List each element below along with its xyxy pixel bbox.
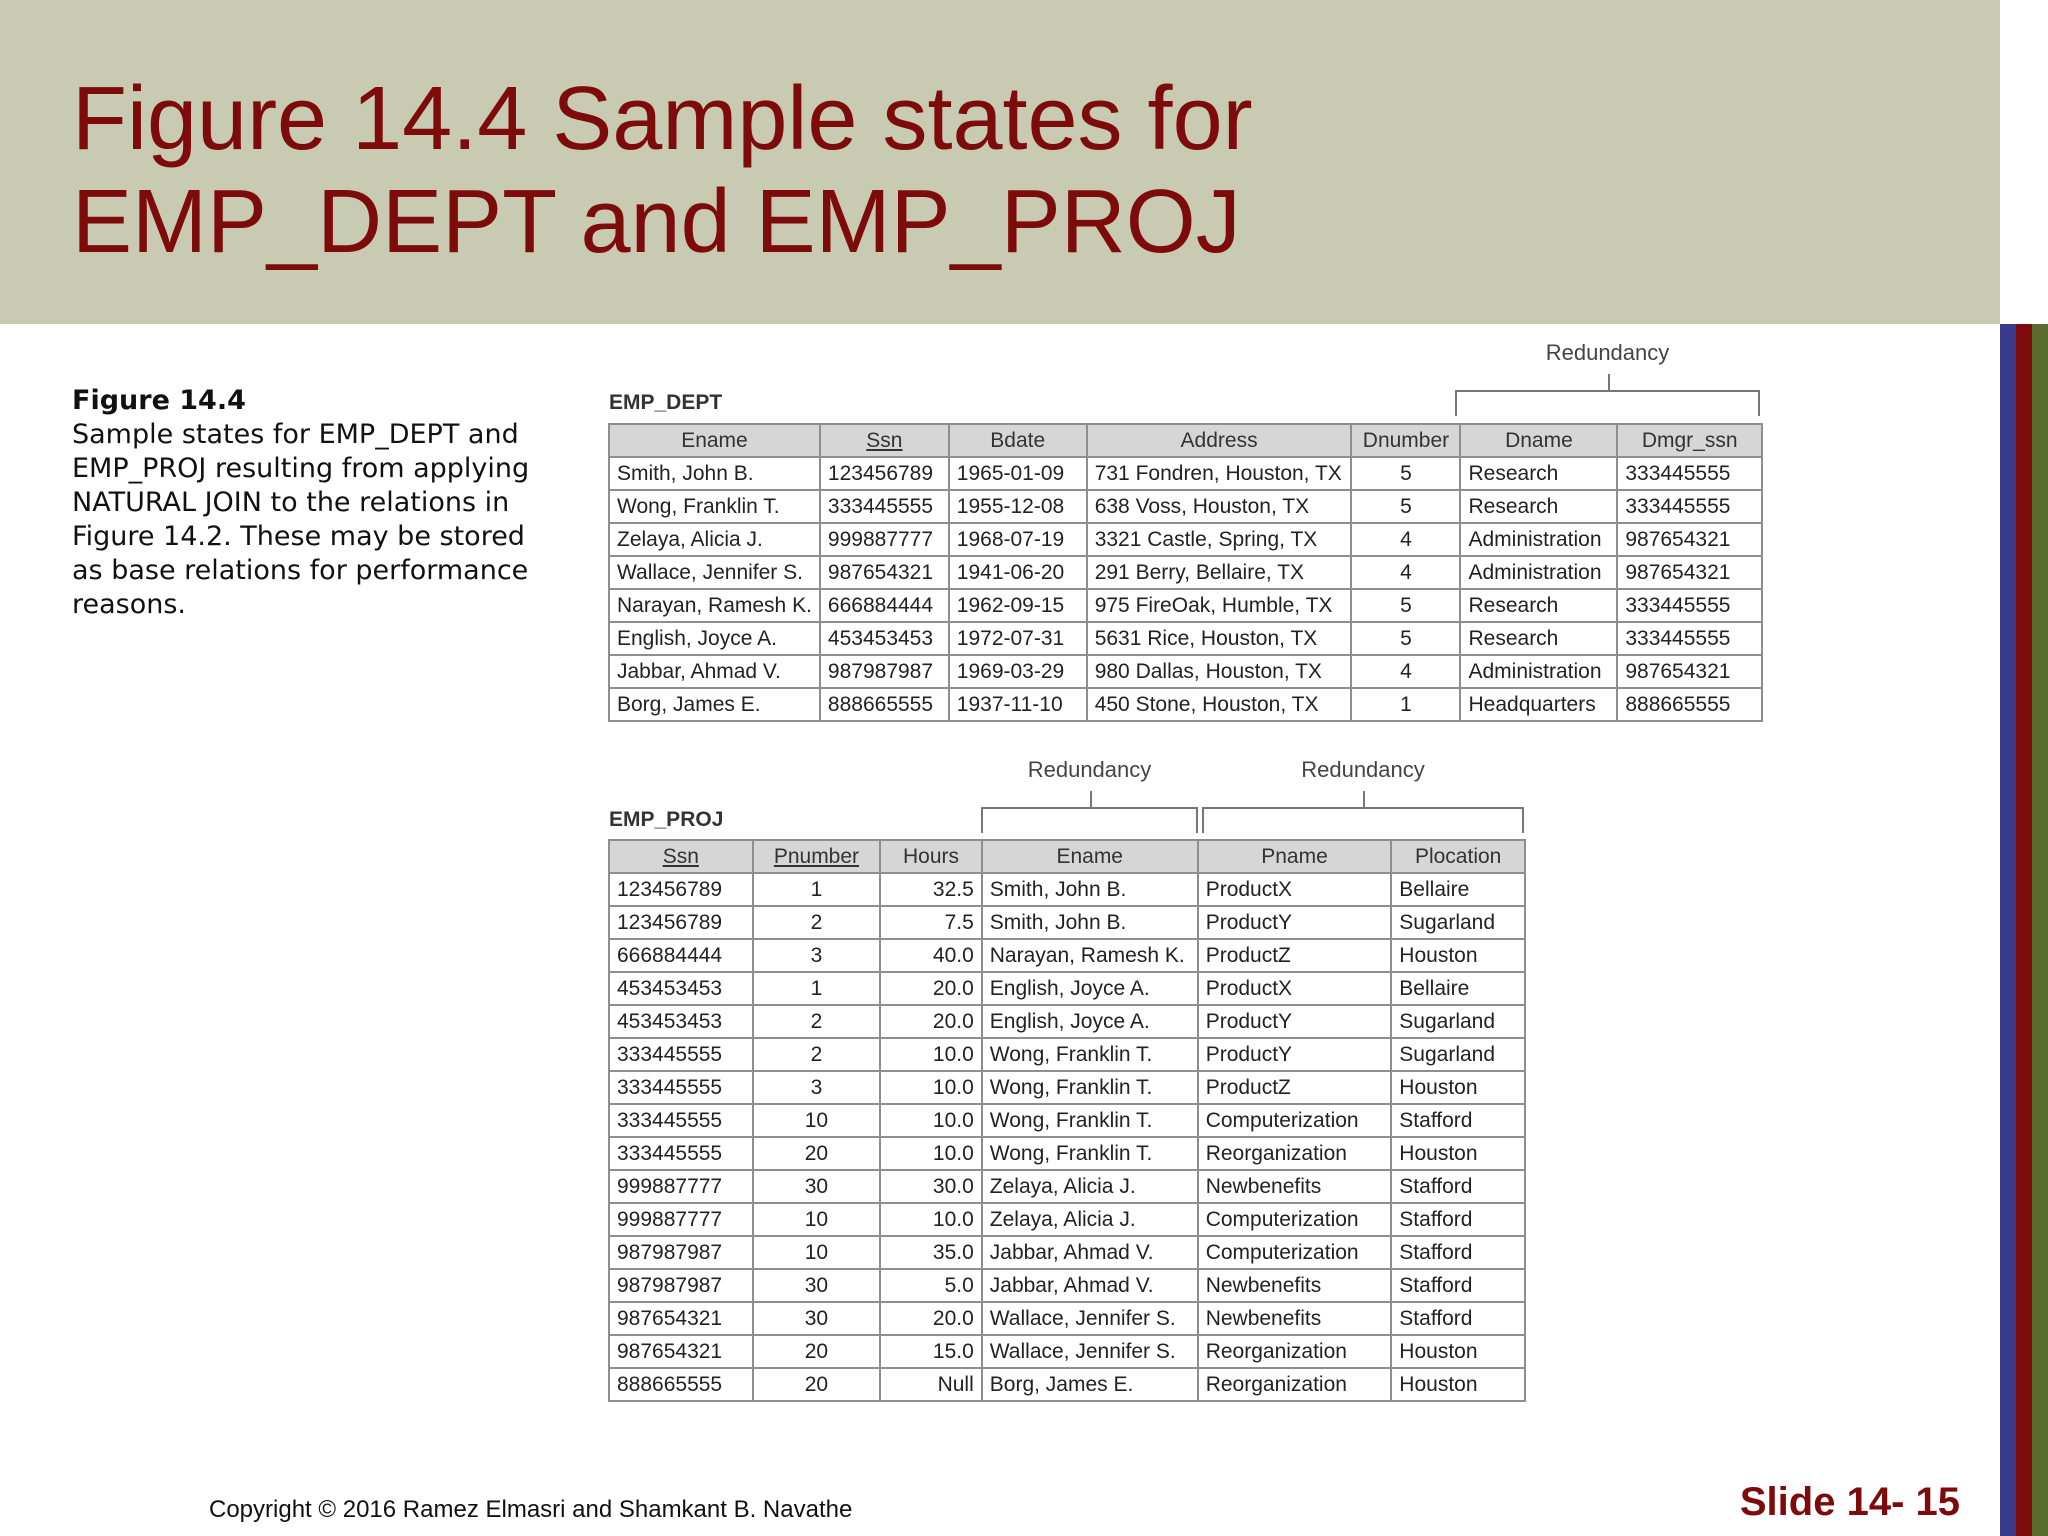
emp-proj-table-cell: Stafford (1391, 1269, 1525, 1302)
emp-proj-table-cell: ProductY (1198, 906, 1392, 939)
emp-dept-col-header-label: Ename (681, 429, 748, 452)
emp-dept-table-cell: Research (1460, 622, 1617, 655)
emp-proj-table-cell: Wong, Franklin T. (982, 1071, 1198, 1104)
emp-dept-col-header-label: Ssn (866, 429, 903, 452)
emp-proj-table-row (609, 1236, 1525, 1269)
emp-proj-table-cell: Jabbar, Ahmad V. (982, 1236, 1198, 1269)
emp-proj-table-cell: 40.0 (880, 939, 982, 972)
emp-dept-table-cell: 1969-03-29 (949, 655, 1087, 688)
emp-dept-col-header (1460, 424, 1617, 457)
caption-body: Sample states for EMP_DEPT and EMP_PROJ resulting from applying NATURAL JOIN to the relations in Figure 14.2. These may be stored as base relations for performance reasons. (72, 419, 530, 620)
emp-dept-header-row (609, 424, 1762, 457)
emp-dept-table-cell: 731 Fondren, Houston, TX (1087, 457, 1352, 490)
bracket-line (1455, 390, 1760, 416)
emp-proj-col-header (982, 840, 1198, 873)
emp-dept-table-cell: 987987987 (820, 655, 949, 688)
emp-proj-table-cell: 333445555 (609, 1038, 753, 1071)
emp-proj-table-cell: Reorganization (1198, 1335, 1392, 1368)
emp-proj-table-cell: 10.0 (880, 1071, 982, 1104)
emp-proj-table-cell: ProductZ (1198, 1071, 1392, 1104)
emp-dept-col-header (609, 424, 820, 457)
emp-proj-table-cell: Null (880, 1368, 982, 1401)
emp-proj-col-header-label: Ename (1056, 845, 1123, 868)
emp-dept-table-cell: 333445555 (1617, 490, 1762, 523)
emp-proj-table-cell: 987654321 (609, 1335, 753, 1368)
emp-dept-table-row (609, 490, 1762, 523)
emp-proj-table-cell: Computerization (1198, 1236, 1392, 1269)
emp-proj-table-cell: Wong, Franklin T. (982, 1104, 1198, 1137)
emp-proj-table-cell: Jabbar, Ahmad V. (982, 1269, 1198, 1302)
emp-dept-table-cell: 5631 Rice, Houston, TX (1087, 622, 1352, 655)
emp-proj-col-header-label: Pnumber (773, 845, 860, 868)
emp-proj-table-cell: 30.0 (880, 1170, 982, 1203)
emp-proj-table-cell: Stafford (1391, 1203, 1525, 1236)
emp-dept-col-header (1087, 424, 1352, 457)
redundancy-label: Redundancy (1301, 757, 1425, 782)
emp-dept-table-cell: 666884444 (820, 589, 949, 622)
emp-proj-table-cell: Bellaire (1391, 873, 1525, 906)
emp-proj-table-cell: 3 (753, 1071, 881, 1104)
emp-proj-table-cell: 30 (753, 1269, 881, 1302)
emp-proj-table-cell: 30 (753, 1302, 881, 1335)
emp-proj-col-header (609, 840, 753, 873)
emp-proj-table-row (609, 1368, 1525, 1401)
emp-proj-table-cell: Smith, John B. (982, 906, 1198, 939)
emp-dept-table-cell: 638 Voss, Houston, TX (1087, 490, 1352, 523)
emp-proj-table-cell: ProductX (1198, 972, 1392, 1005)
stripe-red (2016, 324, 2032, 1536)
emp-dept-table-cell: 5 (1351, 622, 1460, 655)
emp-proj-table-row (609, 1137, 1525, 1170)
emp-dept-table (608, 423, 1763, 722)
emp-proj-table-cell: English, Joyce A. (982, 972, 1198, 1005)
emp-proj-table-cell: 333445555 (609, 1071, 753, 1104)
emp-proj-table-cell: 10 (753, 1236, 881, 1269)
emp-proj-table-cell: 15.0 (880, 1335, 982, 1368)
emp-proj-table-cell: Wong, Franklin T. (982, 1137, 1198, 1170)
emp-proj-table-cell: Sugarland (1391, 906, 1525, 939)
emp-dept-table-cell: 453453453 (820, 622, 949, 655)
emp-proj-table-cell: Stafford (1391, 1104, 1525, 1137)
slide-title (72, 68, 1253, 274)
emp-dept-table-cell: Research (1460, 589, 1617, 622)
emp-proj-table-cell: 10 (753, 1104, 881, 1137)
redundancy-label: Redundancy (1027, 757, 1152, 782)
emp-dept-table-cell: 291 Berry, Bellaire, TX (1087, 556, 1352, 589)
emp-proj-table-cell: 10.0 (880, 1104, 982, 1137)
emp-dept-table-cell: 450 Stone, Houston, TX (1087, 688, 1352, 721)
emp-dept-table-cell: 1955-12-08 (949, 490, 1087, 523)
emp-proj-col-header-label: Plocation (1414, 845, 1502, 868)
emp-dept-table-cell: 987654321 (820, 556, 949, 589)
emp-proj-table-cell: 987987987 (609, 1269, 753, 1302)
emp-proj-table-cell: Narayan, Ramesh K. (982, 939, 1198, 972)
emp-proj-col-header (753, 840, 881, 873)
emp-proj-table-cell: Wallace, Jennifer S. (982, 1302, 1198, 1335)
emp-proj-table-cell: Houston (1391, 1071, 1525, 1104)
emp-proj-table-cell: Houston (1391, 1335, 1525, 1368)
emp-dept-col-header-label: Dname (1505, 429, 1573, 452)
emp-dept-table-cell: 3321 Castle, Spring, TX (1087, 523, 1352, 556)
emp-proj-table-cell: Stafford (1391, 1302, 1525, 1335)
emp-proj-table-row (609, 1269, 1525, 1302)
emp-proj-table-cell: 20.0 (880, 1302, 982, 1335)
emp-proj-table-cell: Wallace, Jennifer S. (982, 1335, 1198, 1368)
emp-proj-table-row (609, 873, 1525, 906)
emp-proj-table-cell: 30 (753, 1170, 881, 1203)
emp-proj-table-cell: 987654321 (609, 1302, 753, 1335)
decorative-side-stripes (2000, 324, 2048, 1536)
emp-dept-table-cell: 999887777 (820, 523, 949, 556)
emp-dept-table-cell: 5 (1351, 589, 1460, 622)
emp-proj-col-header-label: Pname (1261, 845, 1328, 868)
emp-proj-table-cell: Newbenefits (1198, 1302, 1392, 1335)
emp-dept-table-cell: 987654321 (1617, 523, 1762, 556)
emp-proj-table-cell: Houston (1391, 1137, 1525, 1170)
emp-dept-table-cell: 987654321 (1617, 556, 1762, 589)
emp-dept-label: EMP_DEPT (609, 391, 723, 414)
emp-proj-table-row (609, 1335, 1525, 1368)
emp-dept-table-cell: 4 (1351, 655, 1460, 688)
emp-dept-table-cell: Research (1460, 490, 1617, 523)
emp-proj-table-cell: 453453453 (609, 1005, 753, 1038)
emp-proj-table-cell: 20.0 (880, 972, 982, 1005)
bracket-line (981, 807, 1198, 833)
emp-proj-table-cell: 2 (753, 1005, 881, 1038)
emp-dept-table-row (609, 688, 1762, 721)
emp-proj-table-row (609, 939, 1525, 972)
emp-proj-redundancy-bracket-2 (1202, 757, 1524, 837)
emp-proj-table-cell: 888665555 (609, 1368, 753, 1401)
emp-dept-table-cell: 1968-07-19 (949, 523, 1087, 556)
emp-proj-col-header-label: Ssn (662, 845, 699, 868)
emp-proj-table-row (609, 1005, 1525, 1038)
emp-dept-table-cell: 333445555 (1617, 589, 1762, 622)
emp-proj-col-header-label: Hours (902, 845, 960, 868)
emp-proj-table-cell: 10 (753, 1203, 881, 1236)
caption-heading: Figure 14.4 (72, 385, 246, 416)
emp-dept-table-row (609, 556, 1762, 589)
emp-proj-table-cell: ProductX (1198, 873, 1392, 906)
emp-proj-table-cell: 20 (753, 1368, 881, 1401)
emp-dept-table-cell: Research (1460, 457, 1617, 490)
bracket-stem (1090, 791, 1092, 807)
emp-dept-table-cell: Jabbar, Ahmad V. (609, 655, 820, 688)
emp-dept-table-cell: 123456789 (820, 457, 949, 490)
emp-proj-table-cell: 3 (753, 939, 881, 972)
emp-dept-table-cell: 888665555 (820, 688, 949, 721)
emp-dept-table-row (609, 589, 1762, 622)
emp-dept-table-cell: Administration (1460, 523, 1617, 556)
emp-dept-table-cell: 333445555 (1617, 457, 1762, 490)
emp-dept-table-cell: Wong, Franklin T. (609, 490, 820, 523)
bracket-line (1202, 807, 1524, 833)
emp-proj-table-row (609, 1104, 1525, 1137)
emp-proj-table-cell: ProductY (1198, 1038, 1392, 1071)
emp-dept-table-cell: 1965-01-09 (949, 457, 1087, 490)
emp-proj-table-cell: Stafford (1391, 1170, 1525, 1203)
bracket-stem (1363, 791, 1365, 807)
emp-dept-table-cell: Borg, James E. (609, 688, 820, 721)
emp-proj-table-row (609, 1170, 1525, 1203)
emp-proj-table-cell: Computerization (1198, 1203, 1392, 1236)
emp-proj-table-cell: Houston (1391, 939, 1525, 972)
emp-dept-table-cell: 333445555 (1617, 622, 1762, 655)
emp-proj-table-cell: Reorganization (1198, 1368, 1392, 1401)
copyright-footer: Copyright © 2016 Ramez Elmasri and Shamkant B. Navathe (209, 1496, 853, 1523)
emp-dept-redundancy-bracket (1455, 340, 1760, 420)
emp-proj-col-header (1198, 840, 1392, 873)
emp-dept-table-cell: 1972-07-31 (949, 622, 1087, 655)
emp-dept-table-cell: 888665555 (1617, 688, 1762, 721)
emp-proj-table-cell: 666884444 (609, 939, 753, 972)
emp-dept-col-header-label: Address (1180, 429, 1258, 452)
emp-dept-table-cell: 5 (1351, 457, 1460, 490)
emp-proj-table-cell: 10.0 (880, 1203, 982, 1236)
emp-proj-table-cell: Newbenefits (1198, 1269, 1392, 1302)
emp-proj-table-cell: 35.0 (880, 1236, 982, 1269)
slide-title-line-1: Figure 14.4 Sample states for (72, 69, 1253, 169)
emp-proj-header-row (609, 840, 1525, 873)
emp-proj-table-cell: 999887777 (609, 1203, 753, 1236)
slide-number: Slide 14- 15 (1739, 1480, 1960, 1524)
emp-proj-table-cell: 1 (753, 972, 881, 1005)
emp-proj-col-header (880, 840, 982, 873)
emp-proj-table-cell: English, Joyce A. (982, 1005, 1198, 1038)
emp-dept-table-cell: Zelaya, Alicia J. (609, 523, 820, 556)
emp-dept-table-cell: Administration (1460, 655, 1617, 688)
emp-dept-table-cell: 987654321 (1617, 655, 1762, 688)
bracket-stem (1608, 374, 1610, 390)
emp-dept-table-row (609, 457, 1762, 490)
emp-dept-table-row (609, 523, 1762, 556)
emp-dept-table-cell: Smith, John B. (609, 457, 820, 490)
emp-proj-table-cell: Smith, John B. (982, 873, 1198, 906)
emp-dept-table-cell: English, Joyce A. (609, 622, 820, 655)
emp-proj-table-row (609, 1071, 1525, 1104)
emp-dept-table-cell: Administration (1460, 556, 1617, 589)
emp-proj-table-cell: 453453453 (609, 972, 753, 1005)
emp-dept-table-cell: 333445555 (820, 490, 949, 523)
emp-dept-table-cell: 1941-06-20 (949, 556, 1087, 589)
emp-dept-col-header (949, 424, 1087, 457)
emp-dept-col-header-label: Dnumber (1362, 429, 1450, 452)
emp-proj-table-cell: Computerization (1198, 1104, 1392, 1137)
emp-proj-table-cell: 7.5 (880, 906, 982, 939)
emp-proj-table-cell: Zelaya, Alicia J. (982, 1203, 1198, 1236)
emp-dept-col-header-label: Bdate (990, 429, 1046, 452)
emp-proj-table-cell: 123456789 (609, 906, 753, 939)
emp-proj-table-cell: Reorganization (1198, 1137, 1392, 1170)
emp-dept-table-cell: 1937-11-10 (949, 688, 1087, 721)
emp-dept-col-header (820, 424, 949, 457)
emp-proj-table-cell: 20.0 (880, 1005, 982, 1038)
emp-proj-table-row (609, 1038, 1525, 1071)
emp-proj-table-cell: ProductY (1198, 1005, 1392, 1038)
emp-proj-label: EMP_PROJ (609, 808, 724, 831)
emp-dept-table-cell: 975 FireOak, Humble, TX (1087, 589, 1352, 622)
slide-title-line-2: EMP_DEPT and EMP_PROJ (72, 172, 1241, 272)
emp-proj-table-cell: Bellaire (1391, 972, 1525, 1005)
emp-dept-table-cell: Headquarters (1460, 688, 1617, 721)
emp-proj-table-cell: Sugarland (1391, 1005, 1525, 1038)
emp-proj-table-row (609, 972, 1525, 1005)
emp-proj-redundancy-bracket-1 (981, 757, 1198, 837)
emp-dept-table-cell: 980 Dallas, Houston, TX (1087, 655, 1352, 688)
emp-proj-table-cell: 999887777 (609, 1170, 753, 1203)
emp-proj-table-cell: Borg, James E. (982, 1368, 1198, 1401)
emp-dept-table-row (609, 622, 1762, 655)
title-banner (0, 0, 2000, 324)
emp-proj-table-cell: Sugarland (1391, 1038, 1525, 1071)
emp-proj-table-cell: 32.5 (880, 873, 982, 906)
emp-dept-table-cell: Narayan, Ramesh K. (609, 589, 820, 622)
emp-proj-table-row (609, 1302, 1525, 1335)
redundancy-label: Redundancy (1545, 340, 1670, 365)
emp-dept-table-cell: 4 (1351, 556, 1460, 589)
emp-proj-table-cell: Newbenefits (1198, 1170, 1392, 1203)
emp-dept-table-cell: Wallace, Jennifer S. (609, 556, 820, 589)
emp-proj-table-cell: 10.0 (880, 1038, 982, 1071)
emp-dept-table-cell: 1 (1351, 688, 1460, 721)
stripe-blue (2000, 324, 2016, 1536)
emp-dept-body (609, 457, 1762, 721)
emp-proj-table-cell: 20 (753, 1137, 881, 1170)
emp-dept-table-cell: 1962-09-15 (949, 589, 1087, 622)
emp-proj-body (609, 873, 1525, 1401)
emp-proj-table-cell: 5.0 (880, 1269, 982, 1302)
emp-proj-table-row (609, 906, 1525, 939)
emp-proj-table-cell: 10.0 (880, 1137, 982, 1170)
emp-proj-table-cell: 123456789 (609, 873, 753, 906)
emp-dept-table-cell: 5 (1351, 490, 1460, 523)
emp-proj-table-row (609, 1203, 1525, 1236)
stripe-green (2032, 324, 2048, 1536)
emp-proj-table-cell: Zelaya, Alicia J. (982, 1170, 1198, 1203)
emp-dept-col-header (1617, 424, 1762, 457)
emp-proj-table-cell: 2 (753, 1038, 881, 1071)
emp-dept-col-header (1351, 424, 1460, 457)
emp-proj-table-cell: 333445555 (609, 1104, 753, 1137)
emp-proj-table-cell: Stafford (1391, 1236, 1525, 1269)
emp-dept-table-row (609, 655, 1762, 688)
emp-dept-col-header-label: Dmgr_ssn (1641, 429, 1738, 452)
emp-proj-table-cell: 2 (753, 906, 881, 939)
emp-proj-col-header (1391, 840, 1525, 873)
emp-proj-table-cell: 20 (753, 1335, 881, 1368)
emp-proj-table-cell: 1 (753, 873, 881, 906)
emp-proj-table-cell: 987987987 (609, 1236, 753, 1269)
emp-dept-table-cell: 4 (1351, 523, 1460, 556)
emp-proj-table-cell: Wong, Franklin T. (982, 1038, 1198, 1071)
emp-proj-table (608, 839, 1526, 1402)
emp-proj-table-cell: Houston (1391, 1368, 1525, 1401)
emp-proj-table-cell: 333445555 (609, 1137, 753, 1170)
figure-caption (72, 384, 542, 622)
emp-proj-table-cell: ProductZ (1198, 939, 1392, 972)
